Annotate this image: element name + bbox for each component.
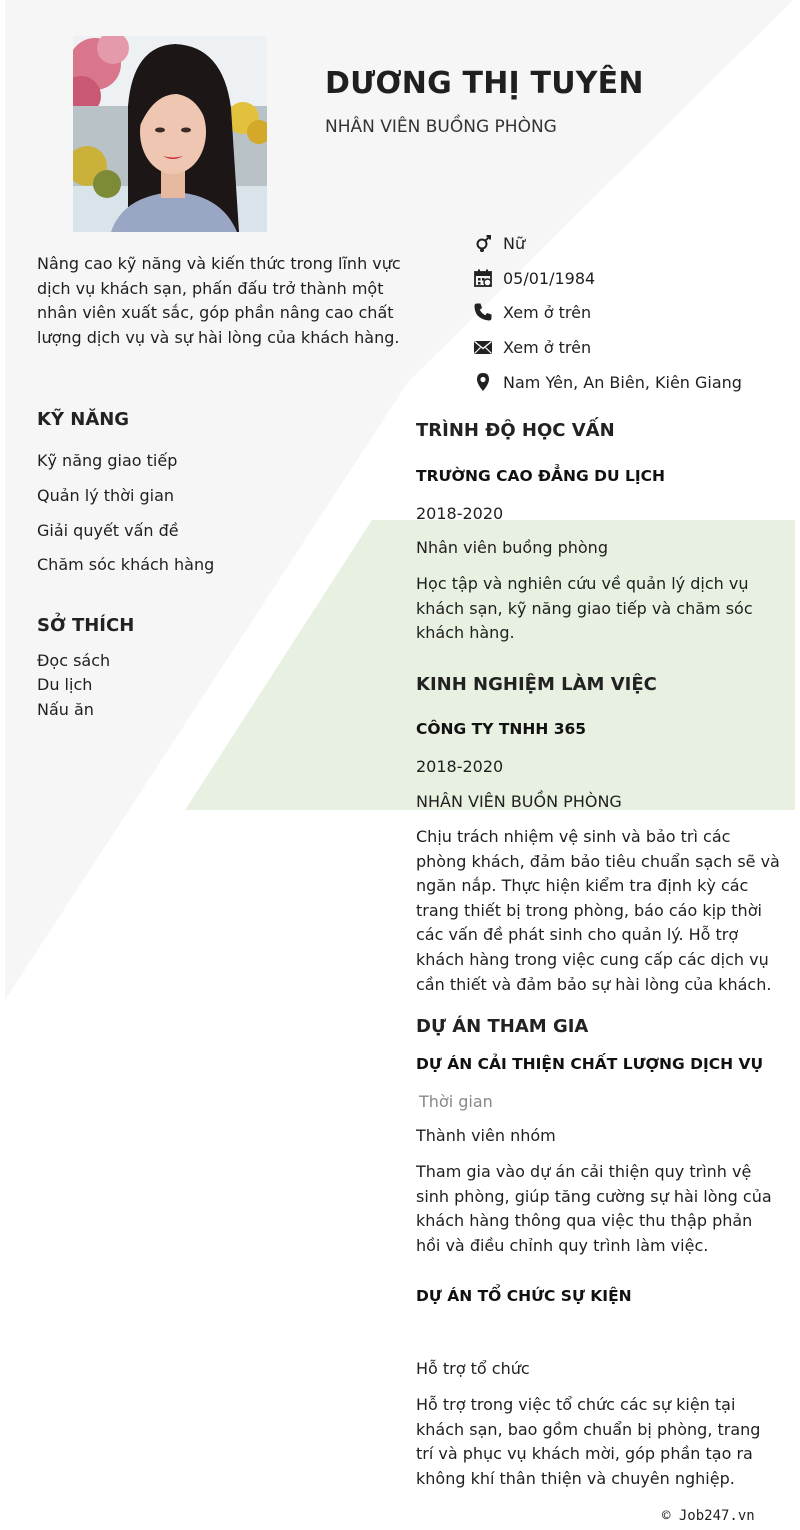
skill-item: Giải quyết vấn đề [37,521,179,540]
project-role: Thành viên nhóm [416,1126,556,1145]
project-name: DỰ ÁN CẢI THIỆN CHẤT LƯỢNG DỊCH VỤ [416,1055,764,1073]
hobby-item: Du lịch [37,675,93,694]
info-email-value[interactable]: Xem ở trên [503,337,592,357]
education-school: TRƯỜNG CAO ĐẲNG DU LỊCH [416,467,665,485]
info-address-value: Nam Yên, An Biên, Kiên Giang [503,372,742,392]
calendar-icon [472,267,494,289]
education-period: 2018-2020 [416,504,504,523]
hobby-item: Nấu ăn [37,700,94,719]
project-time: Thời gian [419,1092,493,1111]
education-major: Nhân viên buồng phòng [416,538,608,557]
info-email [472,335,591,359]
info-birthdate-value: 05/01/1984 [503,268,596,288]
candidate-name: DƯƠNG THỊ TUYÊN [325,66,644,101]
skill-item: Quản lý thời gian [37,486,175,505]
footer-copyright: © Job247.vn [662,1508,755,1524]
project-description: Hỗ trợ trong việc tổ chức các sự kiện tại khách sạn, bao gồm chuẩn bị phòng, trang trí và phục vụ khách mời, góp phần tạo ra không khí thân thiện và chuyên nghiệp. [416,1395,761,1488]
info-address [472,370,742,394]
info-birthdate [472,266,595,290]
experience-company: CÔNG TY TNHH 365 [416,720,587,738]
experience-title: KINH NGHIỆM LÀM VIỆC [416,674,657,695]
info-gender [472,231,525,255]
email-icon [472,336,494,358]
gender-icon [472,232,494,254]
education-title: TRÌNH ĐỘ HỌC VẤN [416,420,615,441]
info-gender-value: Nữ [503,233,526,253]
education-description: Học tập và nghiên cứu về quản lý dịch vụ khách sạn, kỹ năng giao tiếp và chăm sóc khách hàng. [416,574,753,643]
career-objective: Nâng cao kỹ năng và kiến thức trong lĩnh vực dịch vụ khách sạn, phấn đấu trở thành một nhân viên xuất sắc, góp phần nâng cao chất lượng dịch vụ và sự hài lòng của khách hàng. [37,254,401,347]
project-name: DỰ ÁN TỔ CHỨC SỰ KIỆN [416,1287,632,1305]
experience-description: Chịu trách nhiệm vệ sinh và bảo trì các phòng khách, đảm bảo tiêu chuẩn sạch sẽ và ngăn nắp. Thực hiện kiểm tra định kỳ các trang thiết bị trong phòng, báo cáo kịp thời các vấn đề phát sinh cho quản lý. Hỗ trợ khách hàng trong việc cung cấp các dịch vụ cần thiết và đảm bảo sự hài lòng của khách. [416,827,780,994]
skill-item: Kỹ năng giao tiếp [37,451,178,470]
hobby-item: Đọc sách [37,651,111,670]
hobbies-title: SỞ THÍCH [37,615,135,636]
project-role: Hỗ trợ tổ chức [416,1359,530,1378]
experience-period: 2018-2020 [416,757,504,776]
phone-icon [472,301,494,323]
info-phone-value[interactable]: Xem ở trên [503,302,592,322]
skill-item: Chăm sóc khách hàng [37,555,215,574]
profile-photo [73,36,267,232]
project-description: Tham gia vào dự án cải thiện quy trình vệ sinh phòng, giúp tăng cường sự hài lòng của khách hàng thông qua việc thu thập phản hồi và điều chỉnh quy trình làm việc. [416,1162,772,1255]
info-phone [472,300,591,324]
projects-title: DỰ ÁN THAM GIA [416,1016,589,1037]
job-title: NHÂN VIÊN BUỒNG PHÒNG [325,117,557,137]
skills-title: KỸ NĂNG [37,409,130,430]
experience-position: NHÂN VIÊN BUỒN PHÒNG [416,792,622,811]
location-icon [472,371,494,393]
